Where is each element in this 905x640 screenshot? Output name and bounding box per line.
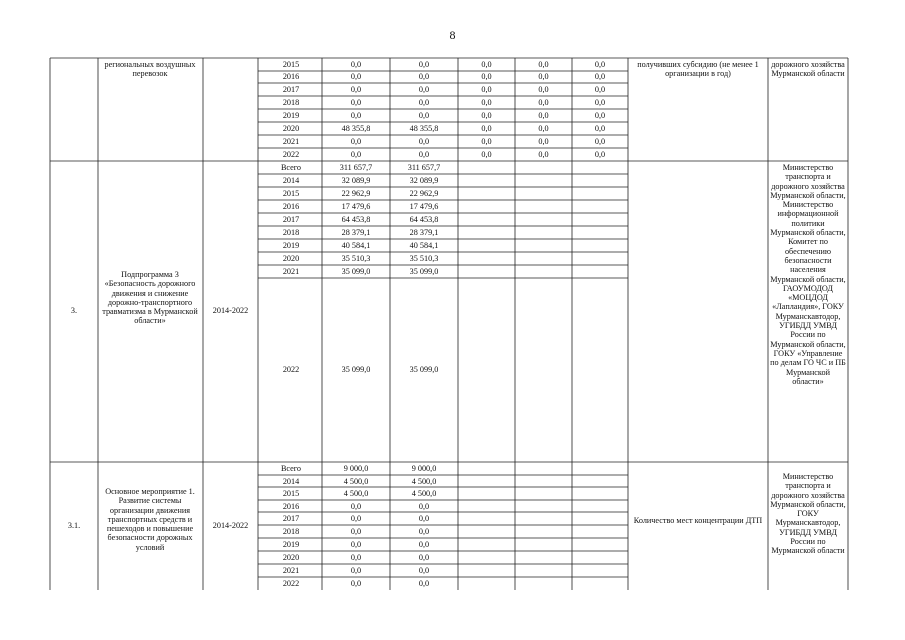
value-cell: 0,0 [594,137,606,146]
value-cell: 0,0 [594,98,606,107]
value-cell: 0,0 [350,98,362,107]
section-3-1-period: 2014-2022 [212,521,249,530]
value-cell: 0,0 [481,150,492,159]
year-cell: 2018 [282,228,300,237]
value-cell: 0,0 [481,137,492,146]
value-cell: 0,0 [594,111,606,120]
value-cell: 48 355,8 [409,124,439,133]
value-cell: 0,0 [538,85,549,94]
value-cell: 0,0 [350,137,362,146]
top-program-name: региональных воздушных перевозок [104,60,196,79]
year-cell: 2014 [282,176,300,185]
year-cell: 2017 [282,215,300,224]
value-cell: 48 355,8 [341,124,371,133]
value-cell: 0,0 [350,514,362,523]
year-cell: 2022 [282,150,300,159]
value-cell: 35 099,0 [341,267,371,276]
value-cell: 35 099,0 [341,365,371,374]
value-cell: 32 089,9 [341,176,371,185]
value-cell: 28 379,1 [409,228,439,237]
value-cell: 0,0 [481,98,492,107]
top-indicator: получивших субсидию (не менее 1 организации в год) [637,60,759,79]
value-cell: 0,0 [350,502,362,511]
year-cell: Всего [280,464,302,473]
year-cell: 2021 [282,267,300,276]
value-cell: 28 379,1 [341,228,371,237]
value-cell: 0,0 [350,579,362,588]
year-cell: 2021 [282,566,300,575]
year-cell: 2021 [282,137,300,146]
value-cell: 35 099,0 [409,267,439,276]
year-cell: 2016 [282,502,300,511]
value-cell: 64 453,8 [409,215,439,224]
section-3-name: Подпрограмма 3 «Безопасность дорожного движения и снижение дорожно-транспортного травматизма в Мурманской области» [102,270,198,326]
value-cell: 0,0 [594,150,606,159]
value-cell: 0,0 [418,579,430,588]
value-cell: 4 500,0 [343,477,369,486]
year-cell: 2016 [282,202,300,211]
value-cell: 311 657,7 [407,163,441,172]
section-3-1-indicator: Количество мест концентрации ДТП [633,516,763,525]
value-cell: 0,0 [481,72,492,81]
value-cell: 0,0 [418,150,430,159]
year-cell: 2017 [282,85,300,94]
value-cell: 0,0 [418,566,430,575]
value-cell: 0,0 [594,60,606,69]
year-cell: 2017 [282,514,300,523]
year-cell: 2019 [282,111,300,120]
value-cell: 0,0 [418,527,430,536]
value-cell: 40 584,1 [341,241,371,250]
value-cell: 17 479,6 [341,202,371,211]
value-cell: 0,0 [594,85,606,94]
value-cell: 0,0 [350,540,362,549]
value-cell: 0,0 [538,137,549,146]
year-cell: 2018 [282,98,300,107]
value-cell: 0,0 [350,85,362,94]
page-number: 8 [449,28,456,42]
value-cell: 0,0 [538,72,549,81]
year-cell: 2020 [282,254,300,263]
section-3-1-name: Основное мероприятие 1. Развитие системы организации движения транспортных средств и пешеходов и повышение безопасности дорожных условий [105,487,195,552]
value-cell: 4 500,0 [411,489,437,498]
value-cell: 0,0 [481,111,492,120]
section-3-executor: Министерство транспорта и дорожного хозяйства Мурманской области, Министерство информационной политики Мурманской области, Комитет по обеспечению безопасности населения Мурманской области, ГАОУМОДОД «МОЦДОД «Лапландия», ГОКУ Мурманскавтодор, УГИБДД УМВД России по Мурманской области, ГОКУ «Управление по делам ГО ЧС и ПБ Мурманской области» [770,163,846,386]
value-cell: 0,0 [418,85,430,94]
year-cell: 2018 [282,527,300,536]
value-cell: 0,0 [418,98,430,107]
year-cell: 2022 [282,579,300,588]
value-cell: 0,0 [594,72,606,81]
value-cell: 35 510,3 [341,254,371,263]
value-cell: 0,0 [538,150,549,159]
year-cell: 2019 [282,241,300,250]
value-cell: 311 657,7 [339,163,373,172]
value-cell: 0,0 [538,98,549,107]
value-cell: 0,0 [350,553,362,562]
section-3-period: 2014-2022 [212,306,249,315]
value-cell: 0,0 [350,72,362,81]
year-cell: Всего [280,163,302,172]
value-cell: 9 000,0 [411,464,437,473]
value-cell: 0,0 [350,150,362,159]
value-cell: 0,0 [418,72,430,81]
top-executor: дорожного хозяйства Мурманской области [771,60,845,79]
value-cell: 0,0 [418,514,430,523]
value-cell: 35 099,0 [409,365,439,374]
year-cell: 2015 [282,60,300,69]
year-cell: 2015 [282,489,300,498]
value-cell: 0,0 [350,60,362,69]
value-cell: 0,0 [481,124,492,133]
value-cell: 0,0 [538,60,549,69]
value-cell: 4 500,0 [411,477,437,486]
value-cell: 4 500,0 [343,489,369,498]
value-cell: 0,0 [481,85,492,94]
value-cell: 40 584,1 [409,241,439,250]
year-cell: 2019 [282,540,300,549]
year-cell: 2020 [282,124,300,133]
value-cell: 0,0 [418,553,430,562]
value-cell: 0,0 [418,502,430,511]
year-cell: 2016 [282,72,300,81]
value-cell: 0,0 [350,111,362,120]
value-cell: 0,0 [418,60,430,69]
year-cell: 2020 [282,553,300,562]
value-cell: 64 453,8 [341,215,371,224]
section-3-number: 3. [70,306,78,315]
value-cell: 0,0 [538,111,549,120]
value-cell: 32 089,9 [409,176,439,185]
year-cell: 2022 [282,365,300,374]
value-cell: 0,0 [481,60,492,69]
value-cell: 0,0 [594,124,606,133]
value-cell: 0,0 [418,137,430,146]
value-cell: 0,0 [350,527,362,536]
value-cell: 0,0 [538,124,549,133]
section-3-1-number: 3.1. [67,521,81,530]
value-cell: 0,0 [418,111,430,120]
year-cell: 2015 [282,189,300,198]
value-cell: 17 479,6 [409,202,439,211]
value-cell: 22 962,9 [341,189,371,198]
year-cell: 2014 [282,477,300,486]
value-cell: 9 000,0 [343,464,369,473]
value-cell: 0,0 [350,566,362,575]
value-cell: 0,0 [418,540,430,549]
value-cell: 35 510,3 [409,254,439,263]
value-cell: 22 962,9 [409,189,439,198]
section-3-1-executor: Министерство транспорта и дорожного хозяйства Мурманской области, ГОКУ Мурманскавтодор, УГИБДД УМВД России по Мурманской области [770,472,846,556]
